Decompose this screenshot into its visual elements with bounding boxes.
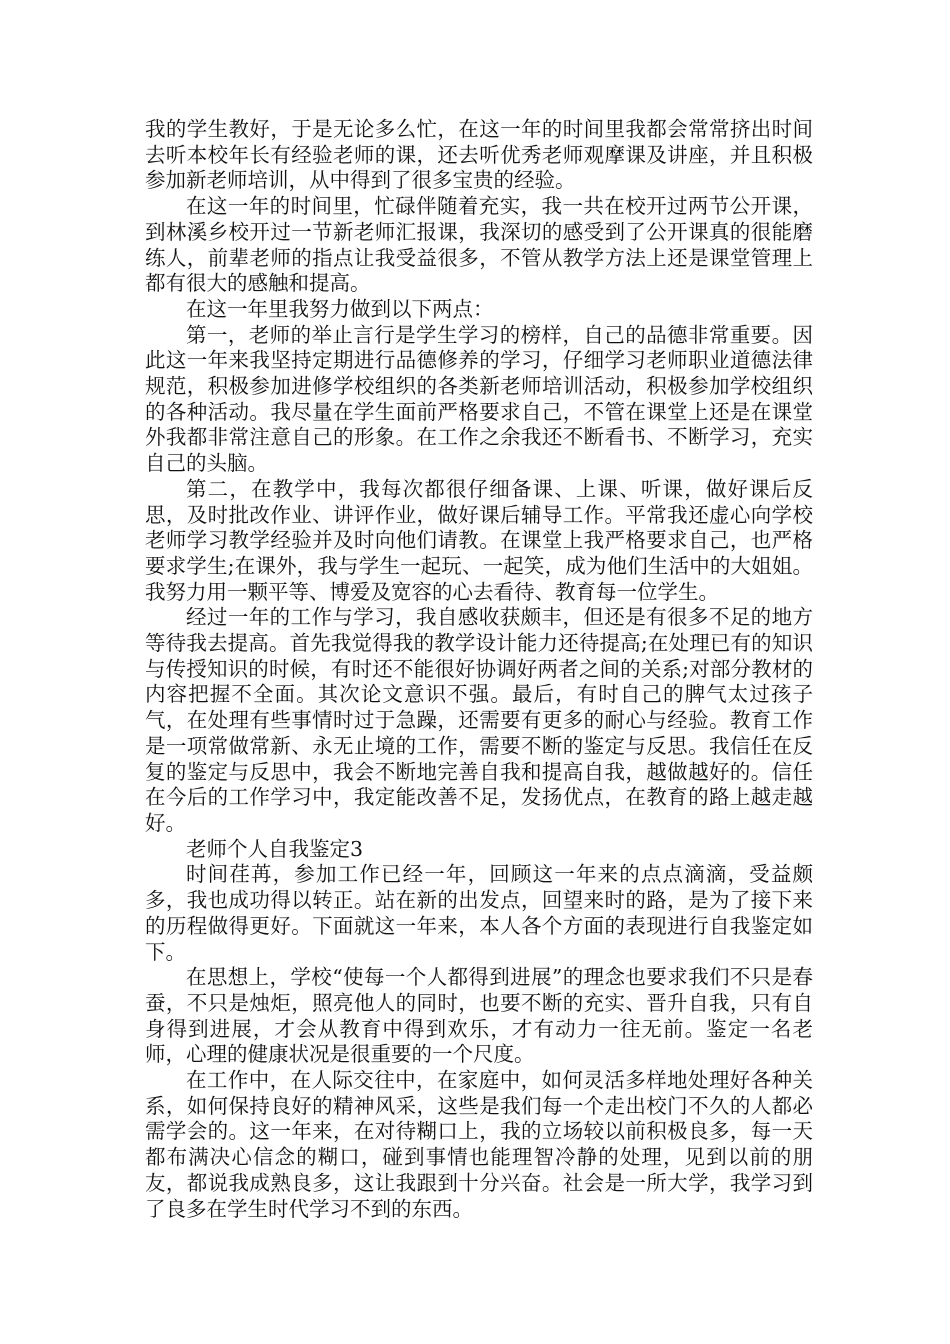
paragraph: 第二，在教学中，我每次都很仔细备课、上课、听课，做好课后反思，及时批改作业、讲评作业，做好课后辅导工作。平常我还虚心向学校老师学习教学经验并及时向他们请教。在课堂上我严格要求自己，也严格要求学生;在课外，我与学生一起玩、一起笑，成为他们生活中的大姐姐。我努力用一颗平等、博爱及宽容的心去看待、教育每一位学生。 <box>145 476 813 604</box>
paragraph: 在工作中，在人际交往中，在家庭中，如何灵活多样地处理好各种关系，如何保持良好的精神风采，这些是我们每一个走出校门不久的人都必需学会的。这一年来，在对待糊口上，我的立场较以前积极良多，每一天都布满决心信念的糊口，碰到事情也能理智冷静的处理，见到以前的朋友，都说我成熟良多，这让我跟到十分兴奋。社会是一所大学，我学习到了良多在学生时代学习不到的东西。 <box>145 1068 813 1221</box>
paragraph: 第一，老师的举止言行是学生学习的榜样，自己的品德非常重要。因此这一年来我坚持定期进行品德修养的学习，仔细学习老师职业道德法律规范，积极参加进修学校组织的各类新老师培训活动，积极参加学校组织的各种活动。我尽量在学生面前严格要求自己，不管在课堂上还是在课堂外我都非常注意自己的形象。在工作之余我还不断看书、不断学习，充实自己的头脑。 <box>145 322 813 476</box>
document-body <box>145 117 813 1222</box>
section-heading: 老师个人自我鉴定3 <box>186 836 364 861</box>
paragraph: 在这一年的时间里，忙碌伴随着充实，我一共在校开过两节公开课，到林溪乡校开过一节新老师汇报课，我深切的感受到了公开课真的很能磨练人，前辈老师的指点让我受益很多，不管从教学方法上还是课堂管理上都有很大的感触和提高。 <box>145 194 813 296</box>
paragraph: 经过一年的工作与学习，我自感收获颇丰，但还是有很多不足的地方等待我去提高。首先我觉得我的教学设计能力还待提高;在处理已有的知识与传授知识的时候，有时还不能很好协调好两者之间的关系;对部分教材的内容把握不全面。其次论文意识不强。最后，有时自己的脾气太过孩子气，在处理有些事情时过于急躁，还需要有更多的耐心与经验。教育工作是一项常做常新、永无止境的工作，需要不断的鉴定与反思。我信任在反复的鉴定与反思中，我会不断地完善自我和提高自我，越做越好的。信任在今后的工作学习中，我定能改善不足，发扬优点，在教育的路上越走越好。 <box>145 605 813 835</box>
paragraph: 在思想上，学校“使每一个人都得到进展”的理念也要求我们不只是春蚕，不只是烛炬，照亮他人的同时，也要不断的充实、晋升自我，只有自身得到进展，才会从教育中得到欢乐，才有动力一往无前。鉴定一名老师，心理的健康状况是很重要的一个尺度。 <box>145 965 813 1067</box>
paragraph: 我的学生教好，于是无论多么忙，在这一年的时间里我都会常常挤出时间去听本校年长有经验老师的课，还去听优秀老师观摩课及讲座，并且积极参加新老师培训，从中得到了很多宝贵的经验。 <box>145 117 813 193</box>
paragraph: 时间荏苒，参加工作已经一年，回顾这一年来的点点滴滴，受益颇多，我也成功得以转正。站在新的出发点，回望来时的路，是为了接下来的历程做得更好。下面就这一年来，本人各个方面的表现进行自我鉴定如下。 <box>145 862 813 964</box>
paragraph: 在这一年里我努力做到以下两点： <box>186 296 494 321</box>
